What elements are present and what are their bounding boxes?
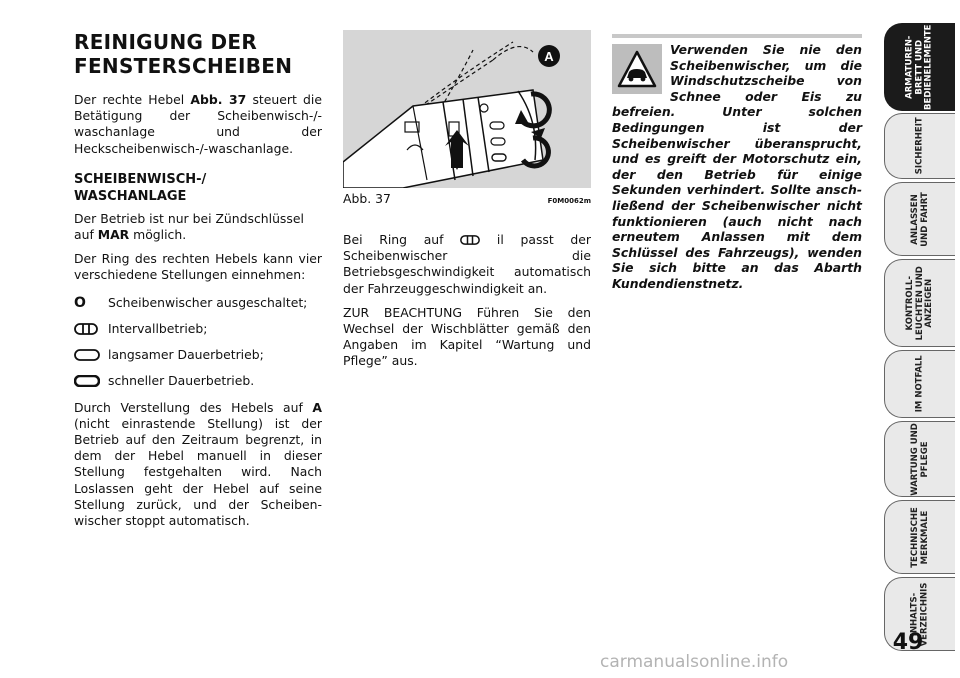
svg-text:A: A xyxy=(544,49,554,64)
tab-sicherheit[interactable]: SICHERHEIT xyxy=(884,113,955,179)
figure-caption-row xyxy=(343,191,591,206)
warning-text: Verwenden Sie nie den Scheibenwischer, um die Windschutzscheibe von Schnee oder Eis zu befreien. Unter solchen Bedingungen ist der Scheibenwischer überansprucht, und es greift der Motorschutz ein, der den Betrieb für einige Sekunden verhindert. Sollte anschließend der Scheibenwischer nicht funktionieren (auch nicht nach erneutem Anlassen mit dem Schlüssel des Fahrzeugs), wenden Sie sich bitte an das Abarth Kundendienstnetz. xyxy=(612,42,862,291)
interval-icon xyxy=(460,235,480,245)
interval-icon xyxy=(74,323,108,335)
car-warning-icon xyxy=(612,44,662,94)
tab-wartung-und-pflege[interactable]: WARTUNG UND PFLEGE xyxy=(884,421,955,497)
page-number: 49 xyxy=(892,630,924,655)
middle-column xyxy=(343,30,591,370)
watermark: carmanualsonline.info xyxy=(600,652,789,672)
key-position-mar: MAR xyxy=(97,227,130,243)
tab-armaturenbrett[interactable]: ARMATUREN- BRETT UND BEDIENELEMENTE xyxy=(884,23,955,111)
wiper-lever-illustration xyxy=(343,30,591,188)
tab-technische-merkmale[interactable]: TECHNISCHE MERKMALE xyxy=(884,500,955,574)
ring-paragraph: Der Ring des rechten Hebels kann vier verschiedene Stellungen einnehmen: xyxy=(74,251,322,283)
mode-item-slow: langsamer Dauerbetrieb; xyxy=(74,342,322,368)
figure-caption: Abb. 37 xyxy=(343,191,391,206)
warning-box xyxy=(612,34,862,292)
page-title: REINIGUNG DER FENSTERSCHEIBEN xyxy=(74,30,293,78)
auto-speed-paragraph: Bei Ring auf il passt der Scheibenwischer die Betriebsgeschwindigkeit automatisch der Fahrzeuggeschwindigkeit an. xyxy=(343,232,591,296)
figure-code: F0M0062m xyxy=(547,197,591,205)
tab-kontrollleuchten[interactable]: KONTROLL- LEUCHTEN UND ANZEIGEN xyxy=(884,259,955,347)
left-column xyxy=(74,30,322,529)
note-paragraph: ZUR BEACHTUNG Führen Sie den Wechsel der Wischblätter gemäß den Angaben im Kapitel “Wartung und Pflege” aus. xyxy=(343,304,591,369)
section-heading: SCHEIBENWISCH-/ WASCHANLAGE xyxy=(74,171,207,204)
tab-im-notfall[interactable]: IM NOTFALL xyxy=(884,350,955,418)
intro-paragraph: Der rechte Hebel Abb. 37 steuert die Betätigung der Scheibenwisch-/-waschanlage und der Heckscheibenwisch-/-waschanlage. xyxy=(74,92,322,156)
tab-anlassen-und-fahrt[interactable]: ANLASSEN UND FAHRT xyxy=(884,182,955,256)
mode-item-fast: schneller Dauerbetrieb. xyxy=(74,368,322,394)
figure-reference: Abb. 37 xyxy=(190,92,247,107)
tab-inhaltsverzeichnis[interactable]: INHALTS- VERZEICHNIS xyxy=(884,577,955,651)
mode-item-interval: Intervallbetrieb; xyxy=(74,316,322,342)
position-a-reference: A xyxy=(312,399,322,415)
mode-item-off: O Scheibenwischer ausgeschaltet; xyxy=(74,294,308,311)
lever-paragraph: Durch Verstellung des Hebels auf A (nicht einrastende Stellung) ist der Betrieb auf den Zeitraum begrenzt, in dem der Hebel manuell in dieser Stellung festgehalten wird. Nach Loslassen geht der Hebel auf seine Stellung zurück, und der Scheibenwischer stoppt automatisch. xyxy=(74,399,322,529)
wiper-mode-list xyxy=(74,290,322,394)
slow-icon xyxy=(74,349,108,361)
fast-icon xyxy=(74,375,108,387)
off-icon: O xyxy=(74,294,86,311)
figure-wiper-lever xyxy=(343,30,591,188)
operation-paragraph: Der Betrieb ist nur bei Zündschlüssel auf MAR möglich. xyxy=(74,210,304,243)
